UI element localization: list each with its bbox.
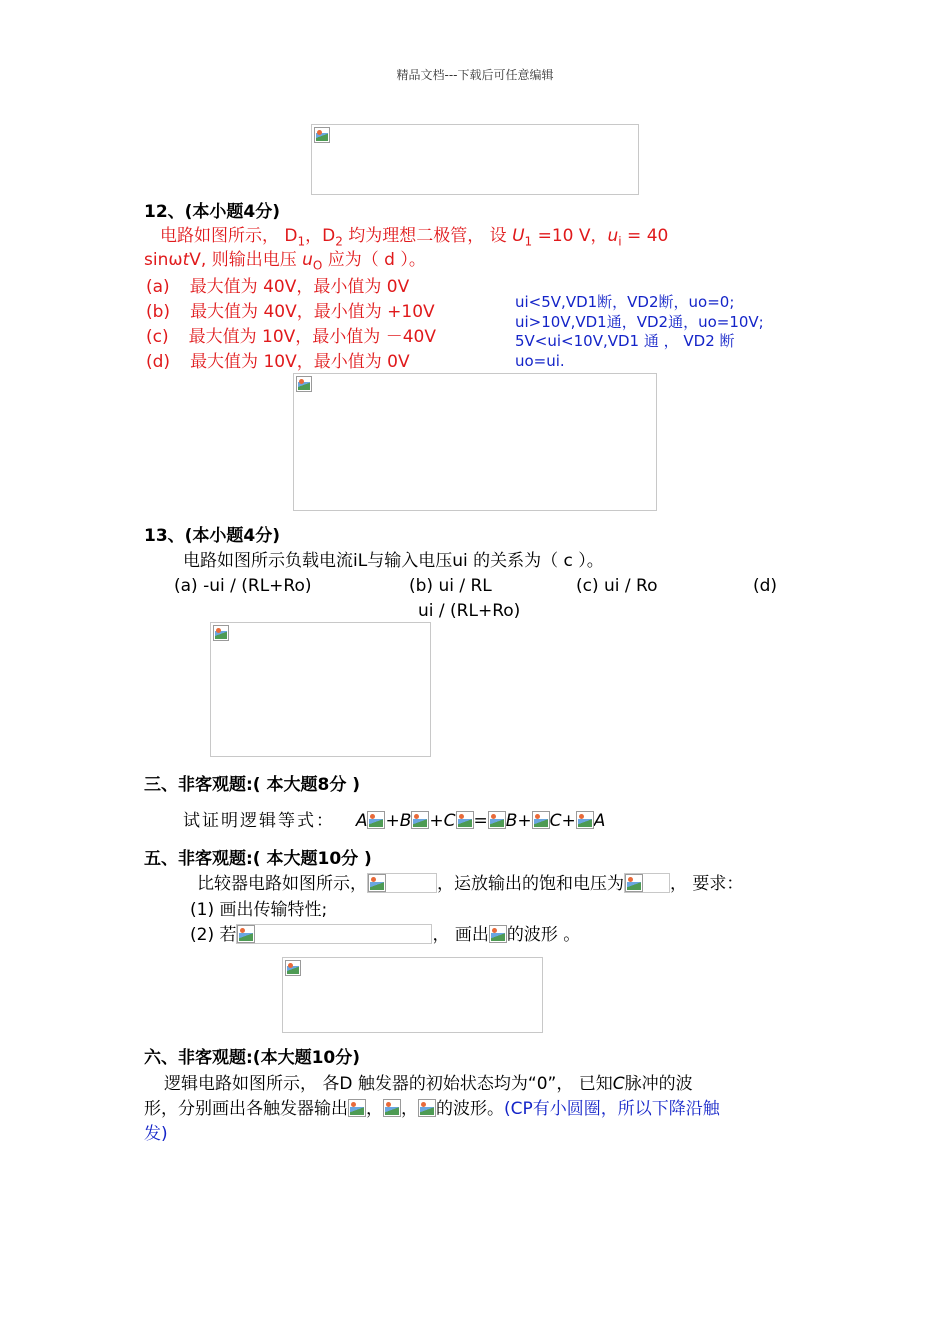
formula-var: A xyxy=(355,811,368,831)
q12-note-line: ui>10V,VD1通，VD2通，uo=10V; xyxy=(515,312,764,331)
q12-note-line: ui<5V,VD1断，VD2断，uo=0; xyxy=(515,293,735,311)
broken-image-icon xyxy=(383,1099,401,1117)
q12-stem-line2: sinωtV, 则输出电压 $u_O$ 应为（ d ）。 xyxy=(144,250,426,273)
q12-stem-line1: 电路如图所示， $D_1$，$D_2$ 均为理想二极管， 设 $U_1 =10$ V，$u_i = 40$ xyxy=(160,226,669,249)
s3-stem: 试证明逻辑等式： A +B +C = B+ C+ A xyxy=(183,811,606,831)
q12-option-a: (a) 最大值为 40V，最小值为 0V xyxy=(146,277,410,297)
broken-image-icon xyxy=(411,811,429,829)
s6-line2: 形，分别画出各触发器输出 ， ， 的波形。(CP有小圆圈，所以下降沿触 xyxy=(144,1099,720,1119)
q13-option-b: (b) ui / RL xyxy=(409,576,492,596)
s5-figure xyxy=(282,957,543,1033)
q13-option-c: (c) ui / Ro xyxy=(576,576,658,596)
broken-image-icon xyxy=(368,874,386,892)
s3-title: 三、非客观题:( 本大题8分 ) xyxy=(144,775,361,795)
q12-option-b: (b) 最大值为 40V，最小值为 +10V xyxy=(146,302,435,322)
q13-title: 13、(本小题4分) xyxy=(144,526,281,546)
q12-note-line: 5V<ui<10V,VD1 通 ， VD2 断 xyxy=(515,332,735,350)
q13-option-a: (a) -ui / (RL+Ro) xyxy=(174,576,312,596)
s6-title: 六、非客观题:(本大题10分) xyxy=(144,1048,360,1068)
q13-stem: 电路如图所示负载电流iL与输入电压ui 的关系为（ c ）。 xyxy=(183,551,604,571)
formula-var: +B xyxy=(385,811,412,831)
formula-field xyxy=(236,924,432,944)
formula-var: C+ xyxy=(549,811,576,831)
q13-option-d-text: ui / (RL+Ro) xyxy=(418,601,521,621)
page-header: 精品文档---下载后可任意编辑 xyxy=(396,68,554,82)
broken-image-icon xyxy=(576,811,594,829)
formula-field xyxy=(367,873,437,893)
formula-field xyxy=(624,873,670,893)
broken-image-icon xyxy=(296,376,312,392)
broken-image-icon xyxy=(237,925,255,943)
q12-figure xyxy=(293,373,657,511)
q13-option-d-label: (d) xyxy=(753,576,778,596)
s5-item1: (1) 画出传输特性; xyxy=(190,900,328,920)
s6-note: (CP有小圆圈，所以下降沿触 xyxy=(504,1099,720,1119)
broken-image-icon xyxy=(367,811,385,829)
formula-var: A xyxy=(593,811,606,831)
broken-image-icon xyxy=(285,960,301,976)
q13-figure xyxy=(210,622,431,757)
s5-item2: (2) 若 ， 画出 的波形 。 xyxy=(190,925,581,945)
q12-option-c: (c) 最大值为 10V，最小值为 －40V xyxy=(146,327,436,347)
broken-image-icon xyxy=(625,874,643,892)
s5-line1: 比较器电路如图所示， ，运放输出的饱和电压为 ， 要求： xyxy=(197,874,744,894)
formula-var: B+ xyxy=(505,811,532,831)
q12-title: 12、(本小题4分) xyxy=(144,202,281,222)
broken-image-icon xyxy=(488,811,506,829)
broken-image-icon xyxy=(314,127,330,143)
broken-image-icon xyxy=(532,811,550,829)
q12-option-d: (d) 最大值为 10V，最小值为 0V xyxy=(146,352,410,372)
q12-note-line: uo=ui. xyxy=(515,351,565,370)
broken-image-icon xyxy=(348,1099,366,1117)
q12-note xyxy=(515,293,764,371)
formula-eq: = xyxy=(473,811,488,831)
broken-image-icon xyxy=(456,811,474,829)
s6-note-cont: 发) xyxy=(144,1124,168,1144)
s6-line1: 逻辑电路如图所示， 各D 触发器的初始状态均为“0”， 已知C脉冲的波 xyxy=(164,1074,693,1094)
broken-image-icon xyxy=(213,625,229,641)
broken-image-icon xyxy=(489,925,507,943)
top-figure xyxy=(311,124,639,195)
formula-var: +C xyxy=(429,811,456,831)
s5-title: 五、非客观题:( 本大题10分 ) xyxy=(144,849,372,869)
broken-image-icon xyxy=(418,1099,436,1117)
